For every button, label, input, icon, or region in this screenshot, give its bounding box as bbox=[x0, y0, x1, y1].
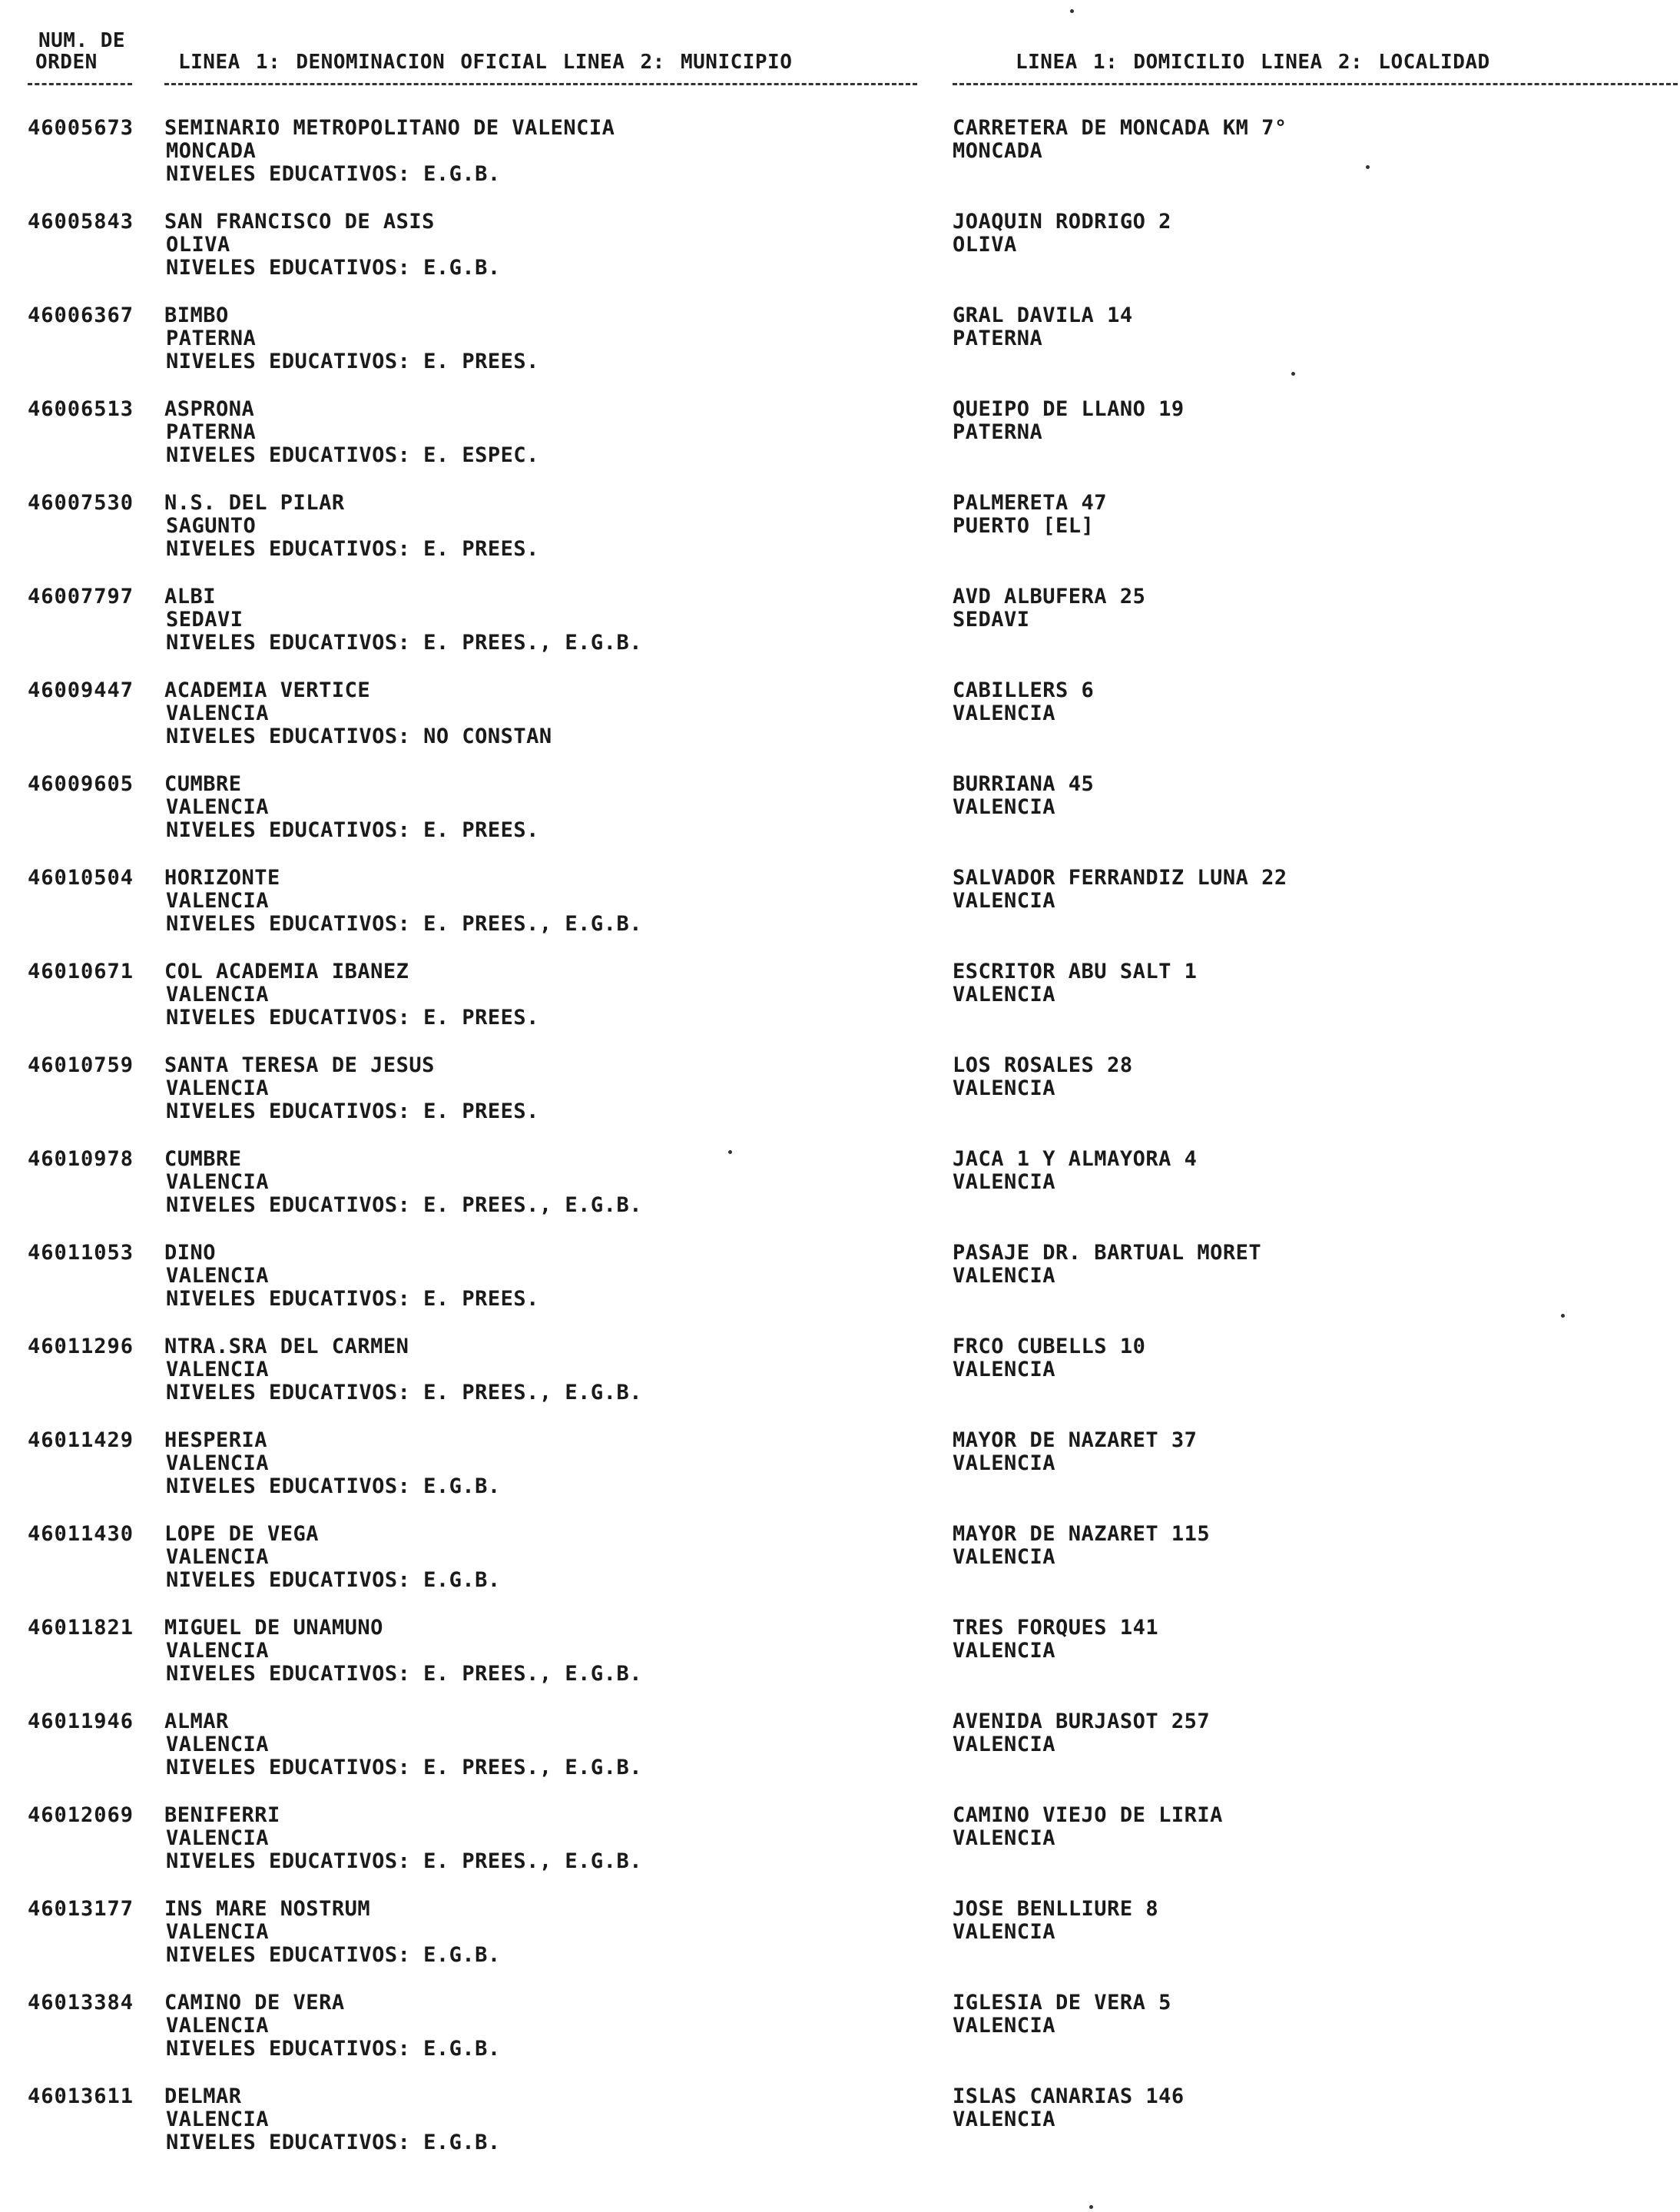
entry-number: 46013177 bbox=[28, 1897, 134, 1921]
entry-number: 46011053 bbox=[28, 1241, 134, 1265]
entry-domicilio: MAYOR DE NAZARET 115 bbox=[953, 1522, 1211, 1546]
entry-municipio: MONCADA bbox=[166, 139, 257, 163]
entry-name: HESPERIA bbox=[164, 1428, 268, 1452]
entry-number: 46010504 bbox=[28, 866, 134, 890]
entry-number: 46012069 bbox=[28, 1803, 134, 1827]
entry-niveles: NIVELES EDUCATIVOS: E. ESPEC. bbox=[166, 443, 539, 467]
entry-domicilio: QUEIPO DE LLANO 19 bbox=[953, 397, 1185, 421]
header-rule-num bbox=[28, 83, 132, 85]
scan-speck bbox=[1366, 165, 1370, 169]
list-item bbox=[0, 304, 1680, 396]
entry-number: 46011821 bbox=[28, 1616, 134, 1640]
entry-niveles: NIVELES EDUCATIVOS: E. PREES., E.G.B. bbox=[166, 1193, 642, 1217]
entry-municipio: VALENCIA bbox=[166, 2014, 270, 2038]
list-item bbox=[0, 1335, 1680, 1428]
entry-niveles: NIVELES EDUCATIVOS: E.G.B. bbox=[166, 2037, 501, 2061]
list-item bbox=[0, 117, 1680, 209]
entry-name: LOPE DE VEGA bbox=[164, 1522, 320, 1546]
list-item bbox=[0, 1617, 1680, 1709]
entry-localidad: VALENCIA bbox=[953, 2108, 1056, 2131]
entry-number: 46005843 bbox=[28, 210, 134, 234]
entry-name: ACADEMIA VERTICE bbox=[164, 678, 371, 702]
entry-municipio: VALENCIA bbox=[166, 1264, 270, 1288]
entry-localidad: VALENCIA bbox=[953, 1264, 1056, 1288]
scan-speck bbox=[728, 1150, 732, 1154]
entry-localidad: VALENCIA bbox=[953, 1451, 1056, 1475]
entry-number: 46010978 bbox=[28, 1147, 134, 1171]
list-item bbox=[0, 867, 1680, 959]
entry-name: SAN FRANCISCO DE ASIS bbox=[164, 210, 435, 234]
entry-domicilio: TRES FORQUES 141 bbox=[953, 1616, 1159, 1640]
list-item bbox=[0, 1804, 1680, 1896]
entry-niveles: NIVELES EDUCATIVOS: E.G.B. bbox=[166, 256, 501, 280]
entry-name: CUMBRE bbox=[164, 772, 242, 796]
list-item bbox=[0, 1054, 1680, 1146]
list-item bbox=[0, 492, 1680, 584]
list-item bbox=[0, 398, 1680, 490]
entry-municipio: VALENCIA bbox=[166, 983, 270, 1007]
entry-domicilio: FRCO CUBELLS 10 bbox=[953, 1335, 1146, 1358]
entry-domicilio: AVD ALBUFERA 25 bbox=[953, 585, 1146, 609]
entry-localidad: VALENCIA bbox=[953, 1639, 1056, 1663]
entry-municipio: VALENCIA bbox=[166, 1733, 270, 1756]
entry-localidad: VALENCIA bbox=[953, 2014, 1056, 2038]
entry-domicilio: PALMERETA 47 bbox=[953, 491, 1108, 515]
entry-localidad: VALENCIA bbox=[953, 795, 1056, 819]
entry-name: ALMAR bbox=[164, 1710, 229, 1733]
entry-number: 46011430 bbox=[28, 1522, 134, 1546]
entry-domicilio: CABILLERS 6 bbox=[953, 678, 1095, 702]
entry-name: HORIZONTE bbox=[164, 866, 280, 890]
entry-municipio: PATERNA bbox=[166, 420, 257, 444]
entry-name: ALBI bbox=[164, 585, 217, 609]
entry-domicilio: BURRIANA 45 bbox=[953, 772, 1095, 796]
entry-name: BIMBO bbox=[164, 303, 229, 327]
entry-name: NTRA.SRA DEL CARMEN bbox=[164, 1335, 409, 1358]
entry-localidad: PUERTO [EL] bbox=[953, 514, 1095, 538]
entry-number: 46011296 bbox=[28, 1335, 134, 1358]
entry-name: MIGUEL DE UNAMUNO bbox=[164, 1616, 383, 1640]
entry-niveles: NIVELES EDUCATIVOS: E. PREES. bbox=[166, 350, 539, 373]
list-item bbox=[0, 960, 1680, 1053]
entry-niveles: NIVELES EDUCATIVOS: E.G.B. bbox=[166, 1943, 501, 1967]
entry-niveles: NIVELES EDUCATIVOS: E. PREES., E.G.B. bbox=[166, 1849, 642, 1873]
entry-municipio: VALENCIA bbox=[166, 889, 270, 913]
entry-domicilio: MAYOR DE NAZARET 37 bbox=[953, 1428, 1198, 1452]
entry-niveles: NIVELES EDUCATIVOS: E.G.B. bbox=[166, 162, 501, 186]
entry-municipio: OLIVA bbox=[166, 233, 230, 257]
entry-niveles: NIVELES EDUCATIVOS: NO CONSTAN bbox=[166, 725, 552, 748]
list-item bbox=[0, 1898, 1680, 1990]
list-item bbox=[0, 1991, 1680, 2084]
entry-niveles: NIVELES EDUCATIVOS: E. PREES. bbox=[166, 537, 539, 561]
entry-localidad: PATERNA bbox=[953, 420, 1043, 444]
entry-number: 46013384 bbox=[28, 1991, 134, 2015]
entry-niveles: NIVELES EDUCATIVOS: E. PREES. bbox=[166, 1099, 539, 1123]
list-item bbox=[0, 773, 1680, 865]
entry-domicilio: AVENIDA BURJASOT 257 bbox=[953, 1710, 1211, 1733]
scan-speck bbox=[1561, 1314, 1565, 1318]
table-header bbox=[0, 29, 1680, 91]
entry-domicilio: JOAQUIN RODRIGO 2 bbox=[953, 210, 1171, 234]
entry-number: 46010671 bbox=[28, 960, 134, 983]
list-item bbox=[0, 211, 1680, 303]
entry-municipio: VALENCIA bbox=[166, 1170, 270, 1194]
list-item bbox=[0, 1710, 1680, 1802]
entry-domicilio: CAMINO VIEJO DE LIRIA bbox=[953, 1803, 1223, 1827]
entry-municipio: VALENCIA bbox=[166, 1358, 270, 1381]
entry-municipio: VALENCIA bbox=[166, 2108, 270, 2131]
entry-localidad: VALENCIA bbox=[953, 1826, 1056, 1850]
entry-domicilio: SALVADOR FERRANDIZ LUNA 22 bbox=[953, 866, 1287, 890]
entry-localidad: SEDAVI bbox=[953, 608, 1030, 632]
entry-niveles: NIVELES EDUCATIVOS: E. PREES., E.G.B. bbox=[166, 631, 642, 655]
entry-localidad: VALENCIA bbox=[953, 1170, 1056, 1194]
entry-niveles: NIVELES EDUCATIVOS: E. PREES. bbox=[166, 818, 539, 842]
entry-niveles: NIVELES EDUCATIVOS: E. PREES. bbox=[166, 1287, 539, 1311]
header-rule-domicilio bbox=[953, 83, 1678, 85]
list-item bbox=[0, 1523, 1680, 1615]
entry-localidad: PATERNA bbox=[953, 327, 1043, 350]
list-item bbox=[0, 679, 1680, 771]
header-num-line1: NUM. DE bbox=[38, 29, 126, 52]
entry-municipio: SEDAVI bbox=[166, 608, 244, 632]
entry-domicilio: JOSE BENLLIURE 8 bbox=[953, 1897, 1159, 1921]
entry-number: 46007530 bbox=[28, 491, 134, 515]
list-item bbox=[0, 2085, 1680, 2177]
scan-speck bbox=[1070, 9, 1074, 13]
entry-localidad: VALENCIA bbox=[953, 1733, 1056, 1756]
entry-niveles: NIVELES EDUCATIVOS: E. PREES., E.G.B. bbox=[166, 912, 642, 936]
entry-domicilio: ESCRITOR ABU SALT 1 bbox=[953, 960, 1198, 983]
entry-localidad: MONCADA bbox=[953, 139, 1043, 163]
entry-localidad: VALENCIA bbox=[953, 983, 1056, 1007]
scan-speck bbox=[1291, 372, 1295, 376]
entry-domicilio: ISLAS CANARIAS 146 bbox=[953, 2084, 1185, 2108]
entry-municipio: VALENCIA bbox=[166, 795, 270, 819]
header-denominacion-municipio: LINEA 1: DENOMINACION OFICIAL LINEA 2: MUNICIPIO bbox=[178, 51, 793, 74]
entry-municipio: VALENCIA bbox=[166, 1826, 270, 1850]
entry-name: COL ACADEMIA IBANEZ bbox=[164, 960, 409, 983]
entry-localidad: OLIVA bbox=[953, 233, 1017, 257]
entry-municipio: SAGUNTO bbox=[166, 514, 257, 538]
entry-municipio: PATERNA bbox=[166, 327, 257, 350]
entry-number: 46005673 bbox=[28, 116, 134, 140]
entry-name: DELMAR bbox=[164, 2084, 242, 2108]
entry-municipio: VALENCIA bbox=[166, 1451, 270, 1475]
entry-name: CAMINO DE VERA bbox=[164, 1991, 345, 2015]
entry-number: 46009605 bbox=[28, 772, 134, 796]
scan-speck bbox=[1089, 2205, 1093, 2209]
entry-niveles: NIVELES EDUCATIVOS: E. PREES., E.G.B. bbox=[166, 1662, 642, 1686]
list-item bbox=[0, 1242, 1680, 1334]
entry-domicilio: PASAJE DR. BARTUAL MORET bbox=[953, 1241, 1262, 1265]
entry-domicilio: CARRETERA DE MONCADA KM 7° bbox=[953, 116, 1287, 140]
entry-number: 46007797 bbox=[28, 585, 134, 609]
entry-domicilio: GRAL DAVILA 14 bbox=[953, 303, 1133, 327]
entry-name: DINO bbox=[164, 1241, 217, 1265]
entry-number: 46006513 bbox=[28, 397, 134, 421]
entry-number: 46010759 bbox=[28, 1053, 134, 1077]
list-item bbox=[0, 1148, 1680, 1240]
entry-municipio: VALENCIA bbox=[166, 1639, 270, 1663]
entry-localidad: VALENCIA bbox=[953, 1076, 1056, 1100]
entry-localidad: VALENCIA bbox=[953, 889, 1056, 913]
entry-domicilio: JACA 1 Y ALMAYORA 4 bbox=[953, 1147, 1198, 1171]
header-num-line2: ORDEN bbox=[35, 51, 98, 74]
entry-municipio: VALENCIA bbox=[166, 1076, 270, 1100]
entry-name: BENIFERRI bbox=[164, 1803, 280, 1827]
entry-niveles: NIVELES EDUCATIVOS: E. PREES., E.G.B. bbox=[166, 1381, 642, 1404]
entry-niveles: NIVELES EDUCATIVOS: E.G.B. bbox=[166, 2131, 501, 2154]
entry-name: SEMINARIO METROPOLITANO DE VALENCIA bbox=[164, 116, 615, 140]
list-item bbox=[0, 585, 1680, 678]
entry-localidad: VALENCIA bbox=[953, 701, 1056, 725]
entry-domicilio: LOS ROSALES 28 bbox=[953, 1053, 1133, 1077]
entry-name: ASPRONA bbox=[164, 397, 255, 421]
entry-number: 46009447 bbox=[28, 678, 134, 702]
entry-number: 46011946 bbox=[28, 1710, 134, 1733]
entry-name: INS MARE NOSTRUM bbox=[164, 1897, 371, 1921]
entry-name: CUMBRE bbox=[164, 1147, 242, 1171]
entry-localidad: VALENCIA bbox=[953, 1920, 1056, 1944]
entry-number: 46011429 bbox=[28, 1428, 134, 1452]
entry-localidad: VALENCIA bbox=[953, 1545, 1056, 1569]
entry-domicilio: IGLESIA DE VERA 5 bbox=[953, 1991, 1171, 2015]
entry-niveles: NIVELES EDUCATIVOS: E.G.B. bbox=[166, 1568, 501, 1592]
header-rule-denominacion bbox=[164, 83, 917, 85]
entry-number: 46013611 bbox=[28, 2084, 134, 2108]
entry-municipio: VALENCIA bbox=[166, 701, 270, 725]
entry-municipio: VALENCIA bbox=[166, 1920, 270, 1944]
entry-number: 46006367 bbox=[28, 303, 134, 327]
list-item bbox=[0, 1429, 1680, 1521]
entry-municipio: VALENCIA bbox=[166, 1545, 270, 1569]
entry-niveles: NIVELES EDUCATIVOS: E. PREES., E.G.B. bbox=[166, 1756, 642, 1779]
entry-localidad: VALENCIA bbox=[953, 1358, 1056, 1381]
header-domicilio-localidad: LINEA 1: DOMICILIO LINEA 2: LOCALIDAD bbox=[1016, 51, 1490, 74]
entry-name: N.S. DEL PILAR bbox=[164, 491, 345, 515]
entry-name: SANTA TERESA DE JESUS bbox=[164, 1053, 435, 1077]
entry-niveles: NIVELES EDUCATIVOS: E.G.B. bbox=[166, 1474, 501, 1498]
entry-niveles: NIVELES EDUCATIVOS: E. PREES. bbox=[166, 1006, 539, 1030]
